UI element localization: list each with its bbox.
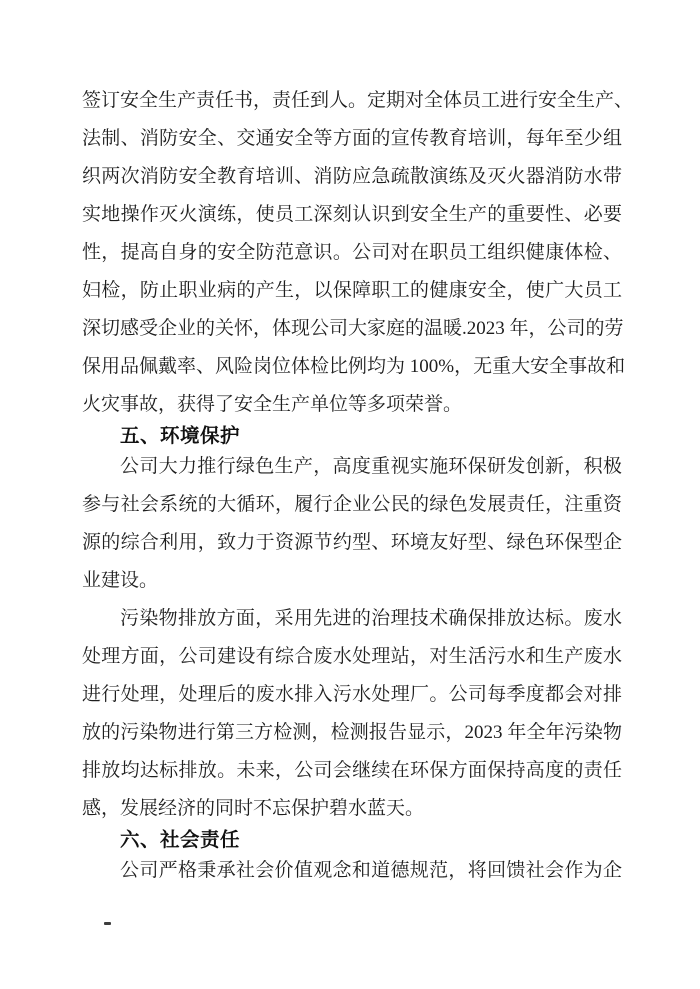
text-line: 织两次消防安全教育培训、消防应急疏散演练及灭火器消防水带	[82, 166, 622, 187]
text-line: 保用品佩戴率、风险岗位体检比例均为 100%，无重大安全事故和	[82, 356, 626, 377]
text-line: 妇检，防止职业病的产生，以保障职工的健康安全，使广大员工	[82, 280, 622, 301]
text-line: 源的综合利用，致力于资源节约型、环境友好型、绿色环保型企	[82, 532, 622, 553]
text-line: 排放均达标排放。未来，公司会继续在环保方面保持高度的责任	[82, 760, 622, 781]
text-line: 放的污染物进行第三方检测，检测报告显示，2023 年全年污染物	[82, 722, 622, 743]
text-line: 签订安全生产责任书，责任到人。定期对全体员工进行安全生产、	[82, 90, 634, 111]
text-line: 污染物排放方面，采用先进的治理技术确保排放达标。废水	[120, 608, 622, 629]
text-line: 公司大力推行绿色生产，高度重视实施环保研发创新，积极	[120, 456, 622, 477]
text-line: 法制、消防安全、交通安全等方面的宣传教育培训，每年至少组	[82, 128, 622, 149]
text-line: 处理方面，公司建设有综合废水处理站，对生活污水和生产废水	[82, 646, 622, 667]
stray-ink-mark	[104, 922, 111, 925]
text-line: 深切感受企业的关怀，体现公司大家庭的温暖.2023 年，公司的劳	[82, 318, 624, 339]
text-line: 火灾事故，获得了安全生产单位等多项荣誉。	[82, 394, 463, 415]
text-line: 业建设。	[82, 570, 159, 591]
text-line: 进行处理，处理后的废水排入污水处理厂。公司每季度都会对排	[82, 684, 622, 705]
text-line: 性，提高自身的安全防范意识。公司对在职员工组织健康体检、	[82, 242, 622, 263]
section-heading: 六、社会责任	[120, 829, 241, 851]
section-heading: 五、环境保护	[120, 425, 241, 447]
text-line: 公司严格秉承社会价值观念和道德规范，将回馈社会作为企	[120, 860, 622, 881]
text-line: 参与社会系统的大循环，履行企业公民的绿色发展责任，注重资	[82, 494, 622, 515]
text-line: 实地操作灭火演练，使员工深刻认识到安全生产的重要性、必要	[82, 204, 622, 225]
text-line: 感，发展经济的同时不忘保护碧水蓝天。	[82, 798, 425, 819]
document-text-block	[82, 82, 634, 890]
